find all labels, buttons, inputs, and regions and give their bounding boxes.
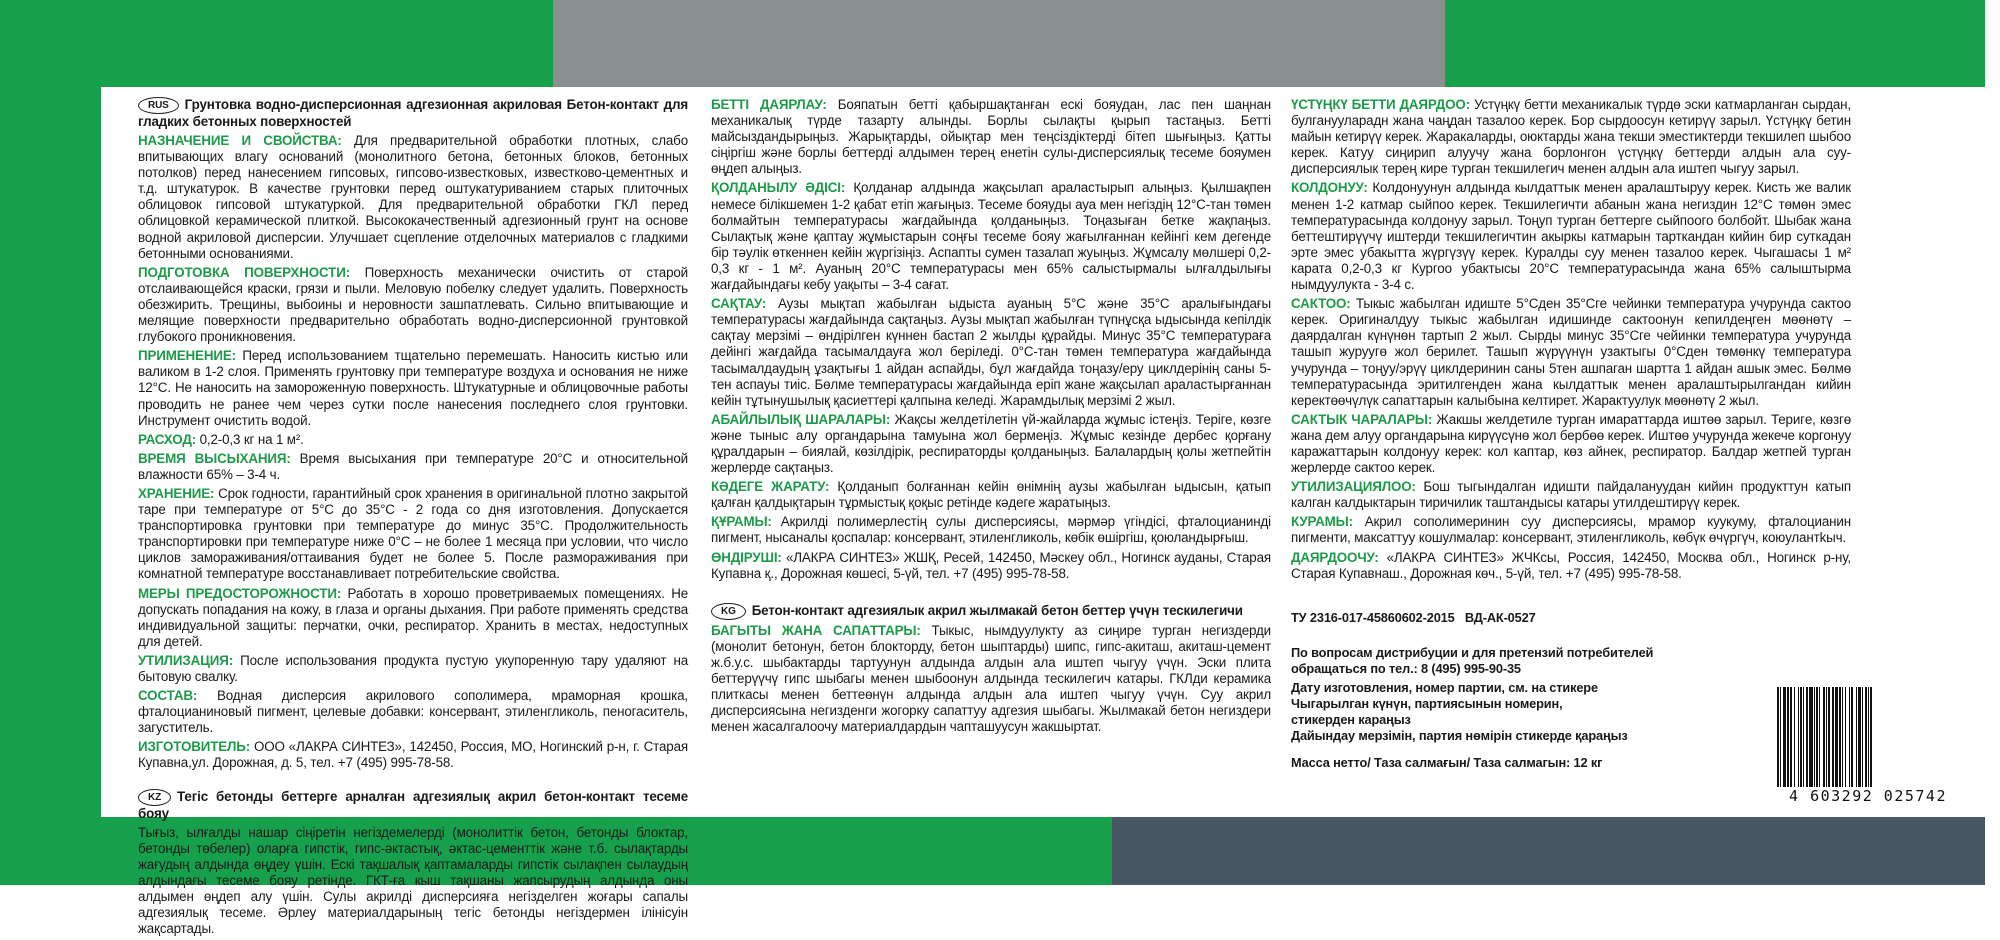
rus-application — [138, 348, 688, 428]
kg-purpose — [711, 623, 1271, 736]
kg-composition — [1291, 514, 1851, 546]
kz-safety-text: Жақсы желдетілетін үй-жайларда жұмыс істеңіз. Теріге, көзге және тыныс алу органдарына тамуына жол бермеңіз. Жұмыс кезінде дербес қорғану құралдарын – биялай, көзілдірік, респираторды қолданыңыз. Балалардың қолы жетпейтін жерлерде сақтаңыз. — [711, 411, 1271, 476]
kg-storage-text: Тыкыс жабылган идиште 5°Сден 35°Сге чейинки температура учурунда сактоо керек. Оригиналдуу тыкыс жабылган идишинде сактоонун кепилдеңген мөөнөтү – даярдалган күнүнөн тартып 2 жыл. Сырды минус 35°Сге чейинки температура учурунда ташып журуугө жол берилет. Ташып жүрүүнүн узактыгы 0°Сден төмөнкү температура учурунда – тоңуу/эрүү циклдеринин саны 5тен ашпаган шартта 1 айдан ашык эмес. Бөлмө температурасында эритилгенден жана кылдаттык менен аралаштырылгандан кийин керектөөчүлүк сапаттарын калыбына келтирет. Жарактуулук мөөнөтү 2 жыл. — [1291, 296, 1851, 408]
kz-composition — [711, 514, 1271, 546]
kg-storage — [1291, 296, 1851, 409]
date-line-2: Чыгарылган күнүн, партиясынын номерин, — [1291, 696, 1563, 711]
kg-composition-heading: КУРАМЫ: — [1291, 514, 1353, 530]
kz-disposal-heading: КӘДЕГЕ ЖАРАТУ: — [711, 479, 830, 495]
kg-application-text: Колдонуунун алдында кылдаттык менен аралаштыруу керек. Кисть же валик менен 1-2 катмар сыйпоо керек. Текшилегичти абанын жана негиздин 12°С төмөн эмес температурасында колдонуу зарыл. Тоңуп турган беттерге сыйпоого болбойт. Шыбак жана беттештирүүчү иштерди текшилегичтин акыркы катмарын тарткандан кийин бир суткадан эрте эмес убакытта жүргүзүү керек. Куралды суу менен тазалоо керек. Чыгашасы 1 м² карата 0,2-0,3 кг Кургоо убактысы 20°С температурасында жана 65% салыштырма нымдуулукта - 3-4 с. — [1291, 180, 1851, 293]
rus-manufacturer — [138, 739, 688, 771]
kz-intro-text: Тығыз, ылғалды нашар сіңіретін негіздемелерді (монолиттік бетон, бетонды блоктар, бетонды төбелер) оларға гипстік, гипс-әктастық, әктас-цементтік және т.б. сылақтарды жағудың алдында өңдеу үшін. Ескі тақшалық қаптамаларды гипстік сылақпен сылаудың алдындағы тесеме бояу ретінде. ГКТ-ға кыш тақшаны жапсырудың алдында оны алдымен өңдеп алу үшін. Сулы акрилді дисперсияға негізделген жоғары сапалы адгезиялық тесеме. Әрлеу материалдарының тегіс бетонды негіздермен ілінісуін жақсартады. — [138, 824, 688, 937]
rus-purpose — [138, 133, 688, 262]
rus-purpose-heading: НАЗНАЧЕНИЕ И СВОЙСТВА: — [138, 133, 342, 148]
kz-intro — [138, 825, 688, 938]
kz-safety — [711, 412, 1271, 476]
kz-application-text: Қолданар алдында жақсылап араластырып алыңыз. Қылшақпен немесе білікшемен 1-2 қабат етіп жағыңыз. Тесеме бояуды ауа мен негіздің 12°С-тан төмен болмайтын температурасы жағдайында қолданыңыз. Тоңазыған бетке жақпаңыз. Сылақтық және қаптау жұмыстарын соңғы тесеме бояу жағылғаннан кейінгі кем дегенде бір тәулік өткеннен кейін жүргізіңіз. Аспапты сумен тазалап жуыңыз. Жұмсалу мөлшері 0,2-0,3 кг - 1 м². Ауаның 20°С температурасы мен 65% салыстырмалы ылғалдылығы жағдайындағы кебу уақыты – 3-4 сағат. — [711, 180, 1272, 293]
kg-tag: KG — [711, 603, 746, 620]
rus-composition-heading: СОСТАВ: — [138, 688, 198, 704]
kz-safety-heading: АБАЙЛЫЛЫҚ ШАРАЛАРЫ: — [711, 411, 891, 427]
kg-disposal-text: Бош тыгындалган идишти пайдалануудан кийин продукттун катып калган калдыктарын тиричилик таштандысы катары утилдештирүү керек. — [1291, 479, 1851, 511]
kg-manufacturer-heading: ДАЯРДООЧУ: — [1291, 549, 1379, 565]
kg-title — [711, 603, 1271, 620]
kz-storage — [711, 296, 1271, 409]
kz-title-text: Тегіс бетонды беттерге арналған адгезиялық акрил бетон-контакт тесеме бояу — [138, 788, 688, 821]
kz-manufacturer-text: «ЛАКРА СИНТЕЗ» ЖШҚ, Ресей, 142450, Мәскеу обл., Ногинск ауданы, Старая Купавна қ., Дорожная көшесі, 5-үй, тел. +7 (495) 995-78-58. — [711, 549, 1272, 581]
kz-prep — [711, 97, 1271, 177]
rus-prep-text: Поверхность механически очистить от старой отслаивающейся краски, грязи и пыли. Меловую побелку следует удалить. Поверхность обезжирить. Трещины, выбоины и неровности зашпатлевать. Сильно впитывающие и мелящие поверхности предварительно обработать водно-дисперсионной грунтовкой глубокого проникновения. — [138, 264, 689, 345]
kz-tag: KZ — [138, 789, 171, 806]
kz-prep-heading: БЕТТІ ДАЯРЛАУ: — [711, 97, 827, 112]
rus-drying — [138, 451, 688, 483]
kz-composition-heading: ҚҰРАМЫ: — [711, 514, 772, 530]
rus-drying-text: Время высыхания при температуре 20°С и относительной влажности 65% – 3-4 ч. — [138, 450, 688, 482]
barcode-bar — [1872, 687, 1875, 787]
kg-application — [1291, 180, 1851, 293]
kz-prep-text: Бояпатын бетті қабыршақтанған ескі бояудан, лас пен шаңнан механикалық түрде тазарту алынды. Борлы сылақты қырып тастаңыз. Бетті майсыздандырыңыз. Жарықтарды, ойықтар мен теңсіздіктерді бітеп шығыңыз. Қатты сіңіргіш және борлы беттерді алдымен терең енетін сулы-дисперсиялық тесеме бояумен өңдеп алыңыз. — [711, 97, 1271, 177]
net-mass: Масса нетто/ Таза салмағын/ Таза салмагын: 12 кг — [1291, 755, 1603, 770]
contact-line-2: обращаться по тел.: 8 (495) 995-90-35 — [1291, 661, 1521, 676]
barcode — [1763, 687, 1973, 805]
rus-title — [138, 97, 688, 130]
rus-title-text: Грунтовка водно-дисперсионная адгезионная акриловая Бетон-контакт для гладких бетонных поверхностей — [138, 97, 688, 129]
barcode-digits: 4 603292 025742 — [1789, 787, 1947, 805]
kg-disposal-heading: УТИЛИЗАЦИЯЛОО: — [1291, 479, 1416, 495]
date-line-1: Дату изготовления, номер партии, см. на стикере — [1291, 680, 1598, 695]
rus-consumption-heading: РАСХОД: — [138, 431, 197, 447]
rus-storage-text: Срок годности, гарантийный срок хранения в оригинальной плотно закрытой таре при температуре от 5°С до 35°С - 2 года со дня изготовления. Допускается транспортировка грунтовки при температуре до минус 35°С. Продолжительность транспортировки при температуре ниже 0°С – не более 1 месяца при условии, что число циклов замораживания/оттаивания будет не более 5. После размораживания при комнатной температуре восстанавливает потребительские свойства. — [138, 485, 688, 582]
product-code: ВД-АК-0527 — [1464, 610, 1536, 625]
rus-consumption — [138, 432, 688, 448]
rus-storage-heading: ХРАНЕНИЕ: — [138, 485, 215, 501]
kg-purpose-text: Тыкыс, нымдуулукту аз сиңире турган негиздерди (монолит бетонун, бетон блокторду, бетон шыптарды) шипс, гипс-акиташ, акиташ-цемент ж.б.у.с. шыбактарды тартуунун алдында алдын ала иштеп чыгуу үчүн. Эски плита беттерүүчү гипс шыбагы менен шыбоонун алдында тескилегич катары. ГКЛди керамика плиткасы менен беттеөнүн алдында алдын ала иштеп чыгуу үчүн. Суу акрил дисперсиясына негизденги жогорку сапаттуу адгезия шыбагы. Жылмакай бетон негиздери менен жасалгалоочу материалдардын чапташуусун жакшыртат. — [711, 622, 1272, 735]
date-line-3: стикерден караңыз — [1291, 712, 1411, 727]
rus-disposal-text: После использования продукта пустую укупоренную тару удаляют на бытовую свалку. — [138, 652, 689, 684]
kz-disposal — [711, 479, 1271, 511]
rus-safety — [138, 586, 688, 650]
kg-title-text: Бетон-контакт адгезиялык акрил жылмакай бетон беттер үчүн тескилегичи — [751, 602, 1243, 618]
rus-tag: RUS — [138, 97, 179, 114]
kg-safety-text: Жакшы желдетиле турган имараттарда иштөө зарыл. Теригe, көзгө жана дем алуу органдарына кирүүсүнө жол бербөө керек. Иштөө учурунда жекече коргонуу каражаттарын колдонуу керек: кол каптар, көз айнек, респиратор. Балдар жетпей турган жерлерде сактоо керек. — [1291, 411, 1851, 476]
kg-manufacturer — [1291, 550, 1851, 582]
date-line-4: Дайындау мерзімін, партия нөмірін стикерде қараңыз — [1291, 728, 1628, 743]
rus-drying-heading: ВРЕМЯ ВЫСЫХАНИЯ: — [138, 450, 291, 466]
kz-manufacturer — [711, 550, 1271, 582]
kg-prep — [1291, 97, 1851, 177]
rus-column — [138, 97, 688, 940]
kg-disposal — [1291, 479, 1851, 511]
kz-application — [711, 180, 1271, 293]
kz-composition-text: Акрилді полимерлестің сулы дисперсиясы, мәрмәр үгіндісі, фталоцианинді пигмент, нысаналы қоспалар: консервант, этиленгликоль, көбік өшіргіш, қоюландырғыш. — [711, 514, 1271, 546]
rus-application-heading: ПРИМЕНЕНИЕ: — [138, 348, 236, 364]
tu-line — [1291, 610, 1711, 626]
kg-column — [1291, 97, 1851, 585]
rus-prep — [138, 265, 688, 345]
contact-line-1: По вопросам дистрибуции и для претензий потребителей — [1291, 645, 1654, 660]
info-block — [1291, 610, 1711, 774]
kz-column — [711, 97, 1271, 738]
kz-manufacturer-heading: ӨНДІРУШІ: — [711, 549, 782, 565]
kg-prep-text: Устүңкү бетти механикалык түрдө эски катмарланган сырдан, булганууларадн жана чаңдан тазалоо керек. Бор сырдоосун кетирүү зарыл. Үстүңкү бетин майын кетирүү керек. Жаракаларды, оюктарды жана текши эместиктерди текшилеп шыбоо керек. Катуу сиңирип алуучу жана борлонгон үстүңкү беттерди алдын ала суу-дисперсиялык терең кире турган текшилегич менен алдын ала иштеп чыгуу зарыл. — [1291, 97, 1851, 177]
kg-composition-text: Акрил сополимеринин суу дисперсиясы, мрамор куукуму, фталоцианин пигменти, максаттуу кошулмалар: консервант, этиленгликоль, көбүк өчүргүч, коюулантkыч. — [1291, 514, 1851, 546]
kz-storage-heading: САҚТАУ: — [711, 296, 767, 312]
rus-safety-text: Работать в хорошо проветриваемых помещениях. Не допускать попадания на кожу, в глаза и органы дыхания. При работе применять средства индивидуальной защиты: перчатки, очки, респиратор. Хранить в местах, недоступных для детей. — [138, 585, 689, 649]
rus-composition — [138, 688, 688, 736]
kz-application-heading: ҚОЛДАНЫЛУ ӘДІСІ: — [711, 180, 846, 196]
kg-safety — [1291, 412, 1851, 476]
label-panel — [101, 87, 1995, 937]
rus-composition-text: Водная дисперсия акрилового сополимера, мраморная крошка, фталоцианиновый пигмент, целевые добавки: консервант, этиленгликоль, пеногаситель, загуститель. — [138, 688, 688, 736]
kg-application-heading: КОЛДОНУУ: — [1291, 180, 1368, 196]
tu-number: ТУ 2316-017-45860602-2015 — [1291, 610, 1455, 625]
rus-purpose-text: Для предварительной обработки плотных, слабо впитывающих влагу оснований (монолитного бетона, бетонных блоков, бетонных потолков) перед нанесением гипсовых, гипсово-известковых, известково-цементных и т.д. штукатурок. В качестве грунтовки перед оштукатуриванием старых плиточных облицовок гипсовой штукатуркой. Для предварительной обработки ГКЛ перед облицовкой керамической плиткой. Высококачественный адгезионный грунт на основе водной акриловой дисперсии. Улучшает сцепление отделочных материалов с гладкими бетонными основаниями. — [138, 133, 688, 261]
rus-manufacturer-heading: ИЗГОТОВИТЕЛЬ: — [138, 739, 251, 755]
kz-disposal-text: Қолданып болғаннан кейін өнімнің аузы жабылған ыдысын, қатып қалған қалдықтарын тұрмыстық қоқыс ретінде кәдеге жаратыңыз. — [711, 479, 1272, 511]
rus-application-text: Перед использованием тщательно перемешать. Наносить кистью или валиком в 1-2 слоя. Применять грунтовку при температуре воздуха и основания не ниже 12°С. Не наносить на замороженную поверхность. Штукатурные и облицовочные работы проводить не ранее чем через сутки после нанесения последнего слоя грунтовки. Инструмент очистить водой. — [138, 348, 688, 428]
rus-consumption-text: 0,2-0,3 кг на 1 м². — [199, 431, 304, 447]
kg-purpose-heading: БАГЫТЫ ЖАНА САПАТТАРЫ: — [711, 622, 921, 638]
kg-safety-heading: САКТЫК ЧАРАЛАРЫ: — [1291, 411, 1433, 427]
kg-storage-heading: САКТОО: — [1291, 296, 1351, 312]
rus-safety-heading: МЕРЫ ПРЕДОСТОРОЖНОСТИ: — [138, 585, 342, 601]
kg-manufacturer-text: «ЛАКРА СИНТЕЗ» ЖЧКсы, Россия, 142450, Москва обл., Ногинск р-ну, Старая Купавнаш., Дорожная көч., 5-үй, тел. +7 (495) 995-78-58. — [1291, 549, 1851, 581]
kz-title — [138, 789, 688, 822]
rus-storage — [138, 486, 688, 583]
rus-prep-heading: ПОДГОТОВКА ПОВЕРХНОСТИ: — [138, 264, 351, 280]
rus-disposal — [138, 653, 688, 685]
rus-manufacturer-text: ООО «ЛАКРА СИНТЕЗ», 142450, Россия, МО, Ногинский р-н, г. Старая Купавна,ул. Дорожная, д. 5, тел. +7 (495) 995-78-58. — [138, 739, 688, 771]
rus-disposal-heading: УТИЛИЗАЦИЯ: — [138, 652, 234, 668]
kg-prep-heading: ҮСТҮҢКҮ БЕТТИ ДАЯРДОО: — [1291, 97, 1471, 112]
kz-storage-text: Аузы мықтап жабылған ыдыста ауаның 5°С және 35°С аралығындағы температурасы жағдайында сақтаңыз. Аузы мықтап жабылған түпнұсқа ыдысында кепілдік сақтау мерзімі – өндірілген күннен бастап 2 жылды құрайды. Минус 35°С температураға дейінгі жағдайда тасымалдауға жол беріледі. 0°С-тан төмен температура жағдайында тасымалдаудың ұзақтығы 1 айдан аспайды, бұл жағдайда тоңазу/еру циклдерінің саны 5-тен аспауы тиіс. Бөлме температурасы жағдайында еріп жане жақсылап араластырғаннан кейін тұтынушылық қасиеттері қалпына келеді. Жарамдылық мерзімі 2 жыл. — [711, 296, 1271, 408]
barcode-bars — [1777, 687, 1967, 787]
